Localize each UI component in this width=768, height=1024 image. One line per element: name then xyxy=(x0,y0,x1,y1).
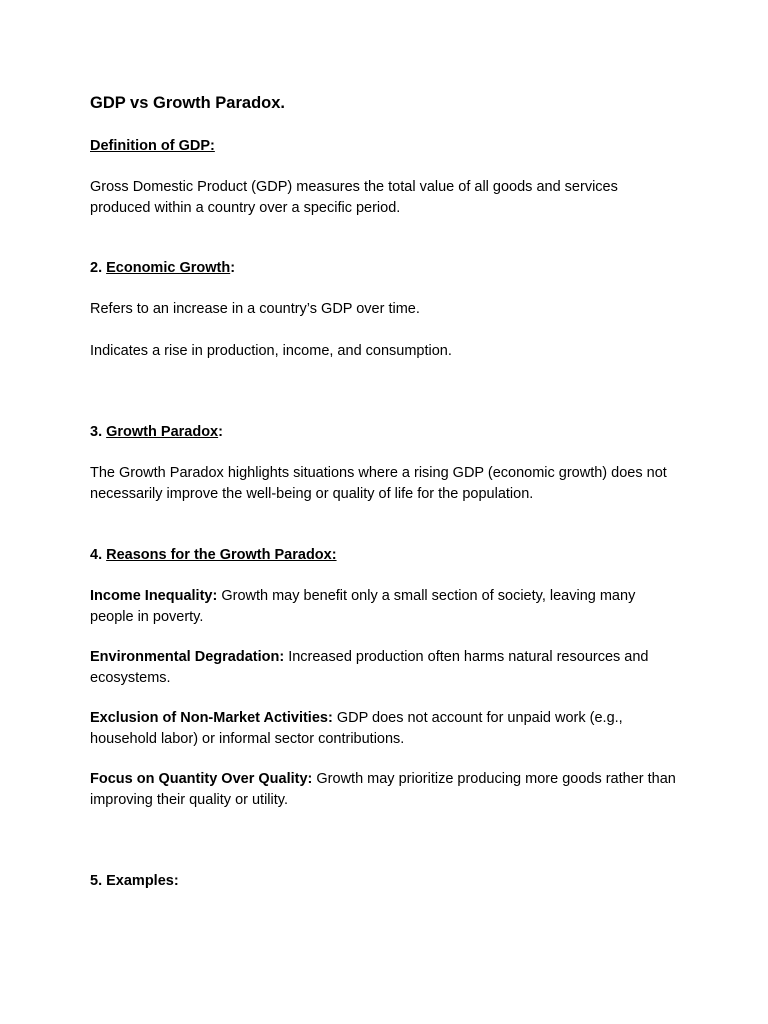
reason-item xyxy=(90,647,682,688)
economic-growth-number: 2. xyxy=(90,260,103,276)
growth-paradox-text: The Growth Paradox highlights situations where a rising GDP (economic growth) does not necessarily improve the well-being or quality of life for the population. xyxy=(90,465,667,502)
definition-heading xyxy=(90,136,682,156)
reason-text: Growth may benefit only a small section of society, leaving many people in poverty. xyxy=(90,588,636,625)
economic-growth-title: Economic Growth xyxy=(106,260,231,276)
economic-growth-line-2: Indicates a rise in production, income, and consumption. xyxy=(90,342,452,359)
reason-label: Income Inequality: xyxy=(90,588,218,604)
economic-growth-line-1: Refers to an increase in a country’s GDP over time. xyxy=(90,301,420,317)
reasons-number: 4. xyxy=(90,547,103,563)
definition-text: Gross Domestic Product (GDP) measures the total value of all goods and services produced within a country over a specific period. xyxy=(90,179,618,216)
growth-paradox-title: Growth Paradox xyxy=(106,424,219,440)
growth-paradox-number: 3. xyxy=(90,424,103,440)
growth-paradox-heading xyxy=(90,422,682,442)
reason-label: Exclusion of Non-Market Activities: xyxy=(90,710,333,726)
reason-text: Growth may prioritize producing more goods rather than improving their quality or utility. xyxy=(90,771,676,808)
definition-heading-text: Definition of GDP: xyxy=(90,138,215,154)
examples-heading: 5. Examples: xyxy=(90,873,179,889)
reason-item xyxy=(90,586,682,627)
document-title: GDP vs Growth Paradox. xyxy=(90,94,286,112)
reason-text: GDP does not account for unpaid work (e.g., household labor) or informal sector contributions. xyxy=(90,710,623,747)
reason-text: Increased production often harms natural resources and ecosystems. xyxy=(90,649,649,686)
reasons-heading xyxy=(90,545,682,565)
growth-paradox-colon: : xyxy=(218,424,223,440)
document-body xyxy=(90,93,682,891)
economic-growth-colon: : xyxy=(230,260,236,276)
reason-item xyxy=(90,708,682,749)
reasons-title: Reasons for the Growth Paradox: xyxy=(106,547,337,563)
reason-label: Focus on Quantity Over Quality: xyxy=(90,771,313,787)
reason-label: Environmental Degradation: xyxy=(90,649,285,665)
economic-growth-heading xyxy=(90,258,682,278)
reason-item xyxy=(90,769,682,810)
